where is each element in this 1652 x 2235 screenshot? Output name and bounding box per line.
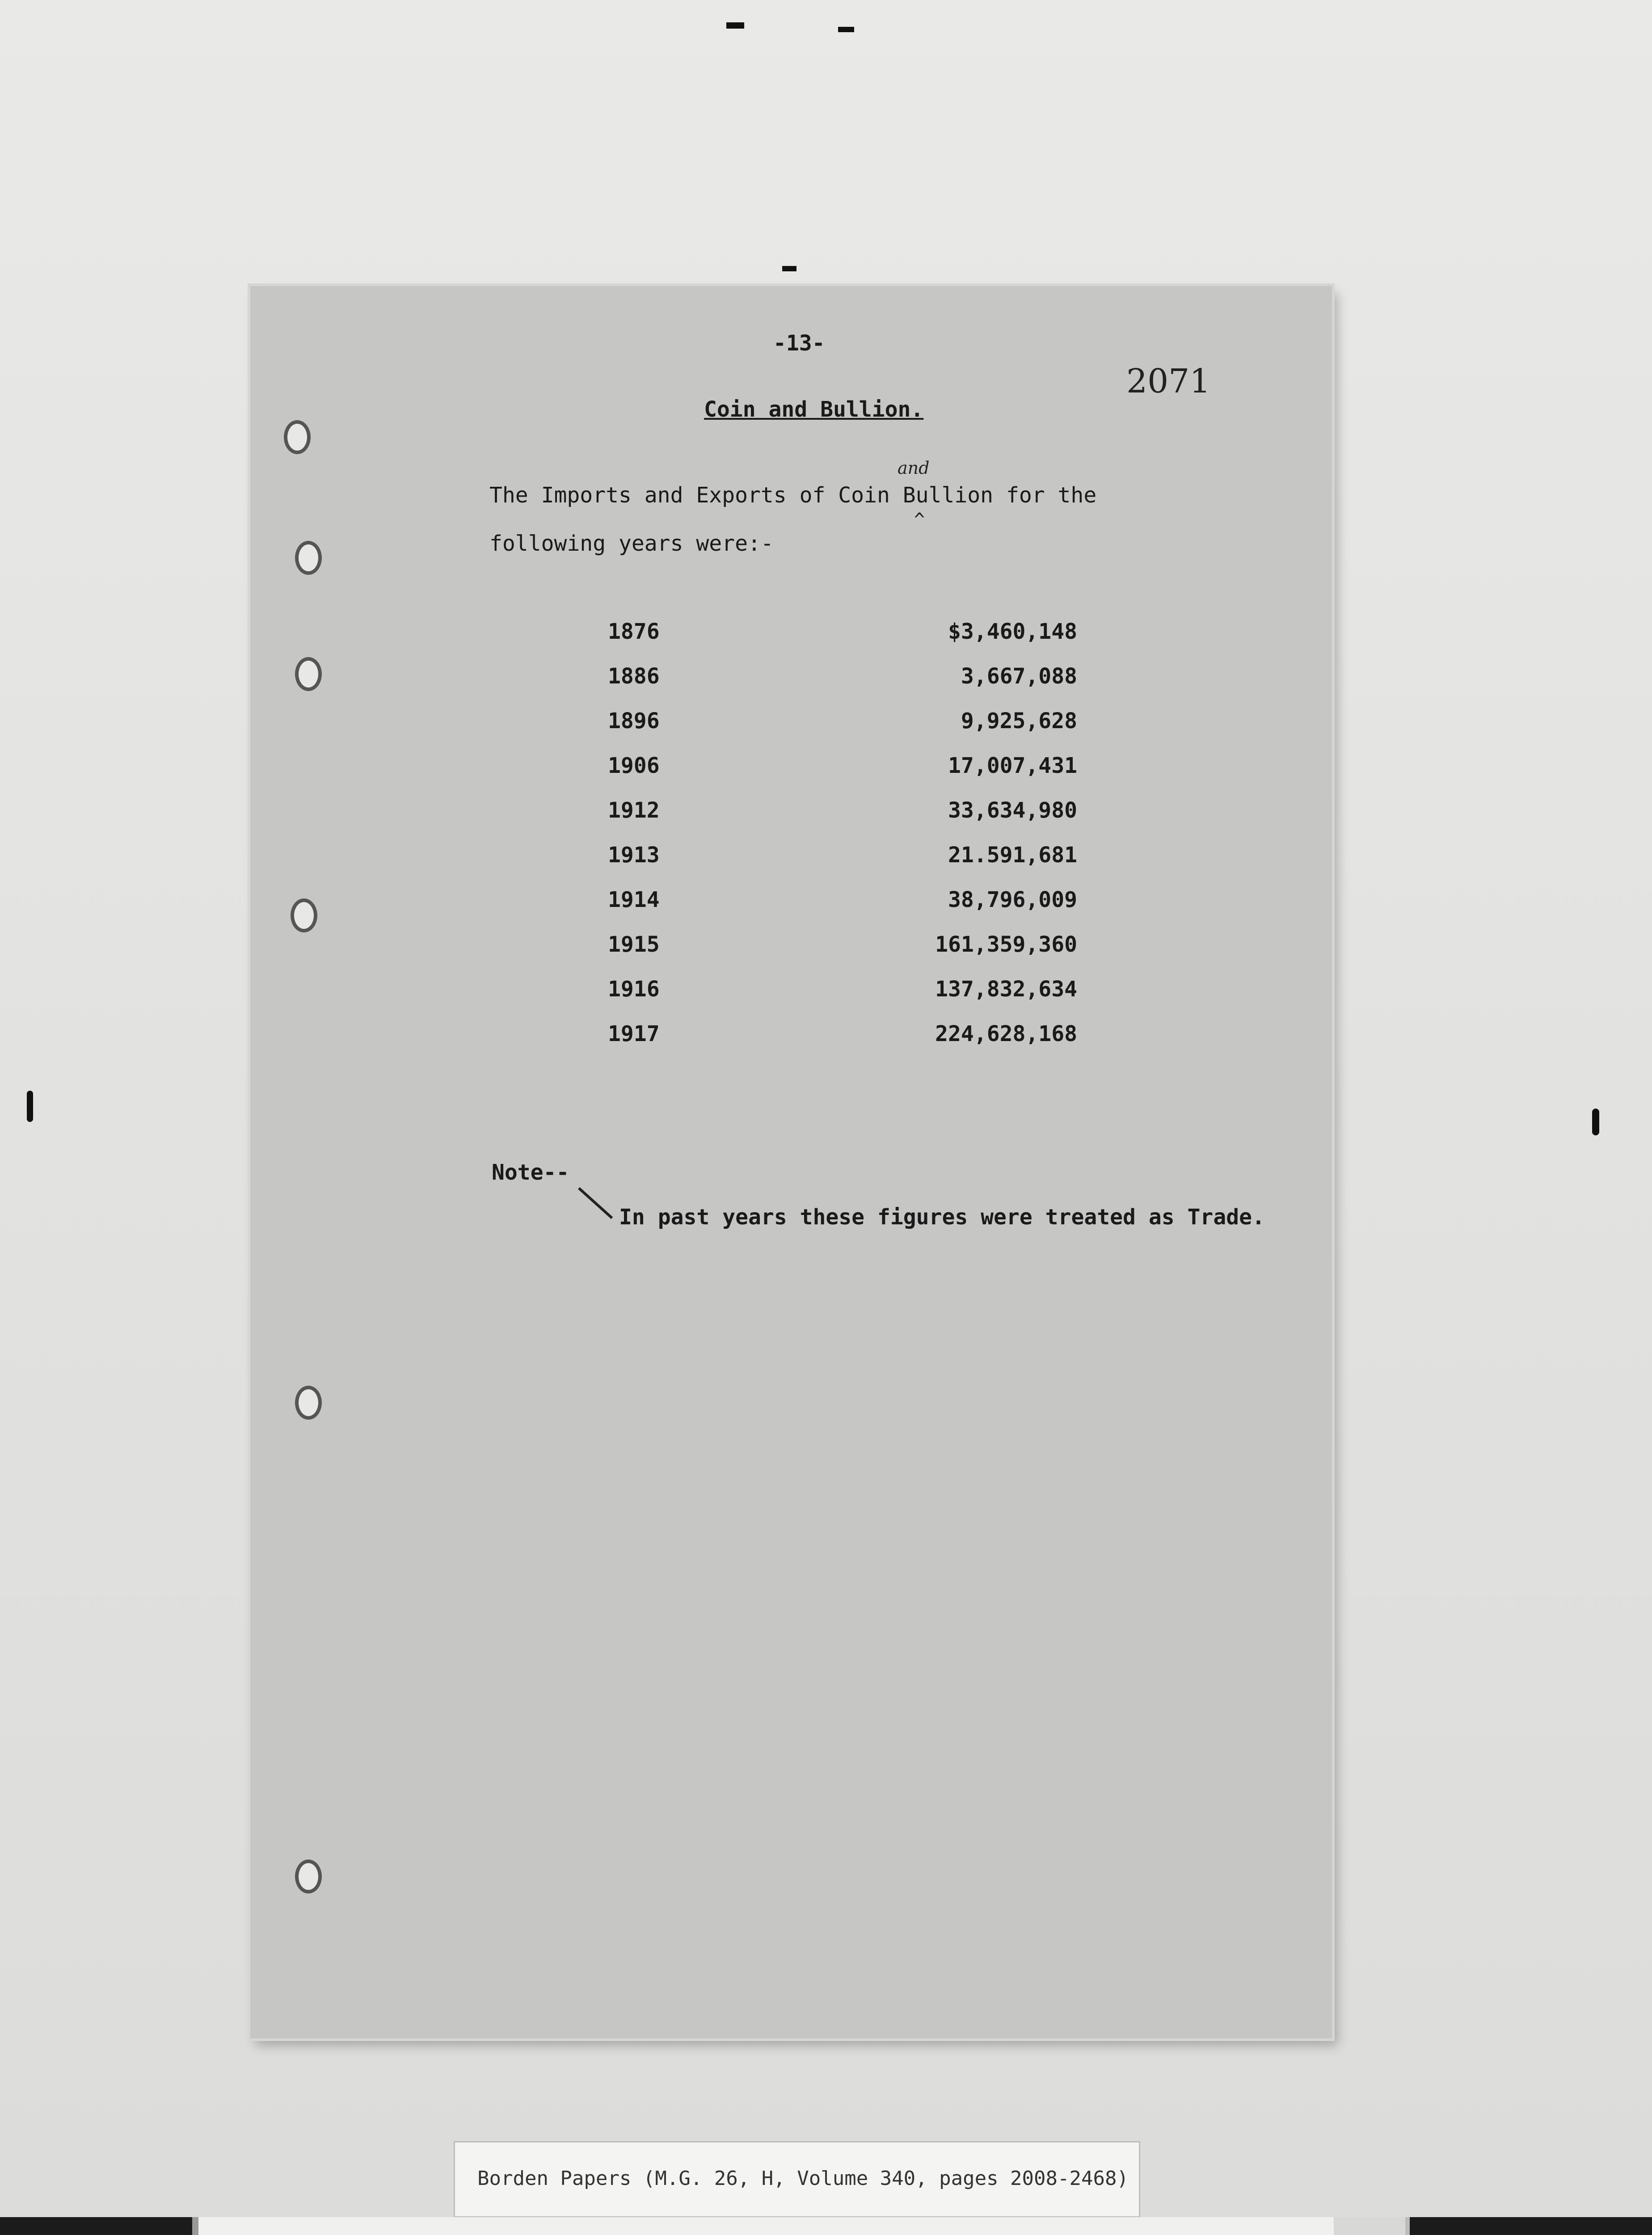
year-cell: 1912 [608, 798, 660, 823]
year-cell: 1886 [608, 664, 660, 689]
page-number: -13- [773, 331, 825, 356]
table-row [608, 753, 1077, 793]
note-text: In past years these figures were treated as Trade. [619, 1205, 1265, 1230]
amount-cell: 33,634,980 [948, 798, 1077, 823]
source-label-text: Borden Papers (M.G. 26, H, Volume 340, pages 2008-2468) [477, 2167, 1129, 2190]
table-row [608, 843, 1077, 883]
film-mark [838, 27, 854, 32]
page-title: Coin and Bullion. [704, 397, 924, 422]
intro-line-1: The Imports and Exports of Coin Bullion for the [489, 483, 1097, 508]
intro-line-2: following years were:- [489, 531, 774, 556]
year-cell: 1913 [608, 843, 660, 868]
punch-hole [295, 1386, 322, 1420]
handwritten-insertion: and [898, 458, 930, 478]
film-mark [1592, 1109, 1599, 1135]
year-cell: 1914 [608, 887, 660, 912]
folio-number: 2071 [1126, 362, 1211, 401]
film-mark [726, 22, 744, 29]
table-row [608, 932, 1077, 972]
amount-cell: 137,832,634 [935, 977, 1077, 1002]
punch-hole [295, 541, 322, 575]
amount-cell: 9,925,628 [961, 708, 1077, 734]
table-row [608, 1021, 1077, 1062]
note-label: Note-- [492, 1160, 569, 1185]
punch-hole [295, 657, 322, 691]
amount-cell: 38,796,009 [948, 887, 1077, 912]
card-edge [1334, 2217, 1405, 2235]
year-cell: 1917 [608, 1021, 660, 1046]
amount-cell: 17,007,431 [948, 753, 1077, 778]
punch-hole [291, 898, 317, 932]
film-mark [27, 1091, 33, 1122]
year-cell: 1915 [608, 932, 660, 957]
table-row [608, 798, 1077, 838]
amount-cell: 3,667,088 [961, 664, 1077, 689]
punch-hole [295, 1860, 322, 1893]
film-mark [782, 266, 796, 271]
archive-card [192, 2217, 1410, 2235]
insertion-caret: ^ [914, 510, 925, 530]
year-cell: 1916 [608, 977, 660, 1002]
year-cell: 1906 [608, 753, 660, 778]
amount-cell: 161,359,360 [935, 932, 1077, 957]
year-cell: 1876 [608, 619, 660, 644]
table-row [608, 619, 1077, 659]
year-cell: 1896 [608, 708, 660, 734]
source-label [454, 2141, 1140, 2218]
punch-hole [284, 420, 311, 454]
table-row [608, 708, 1077, 749]
amount-cell: 21.591,681 [948, 843, 1077, 868]
table-row [608, 887, 1077, 928]
table-row [608, 664, 1077, 704]
table-row [608, 977, 1077, 1017]
amount-cell: 224,628,168 [935, 1021, 1077, 1046]
amount-cell: $3,460,148 [948, 619, 1077, 644]
